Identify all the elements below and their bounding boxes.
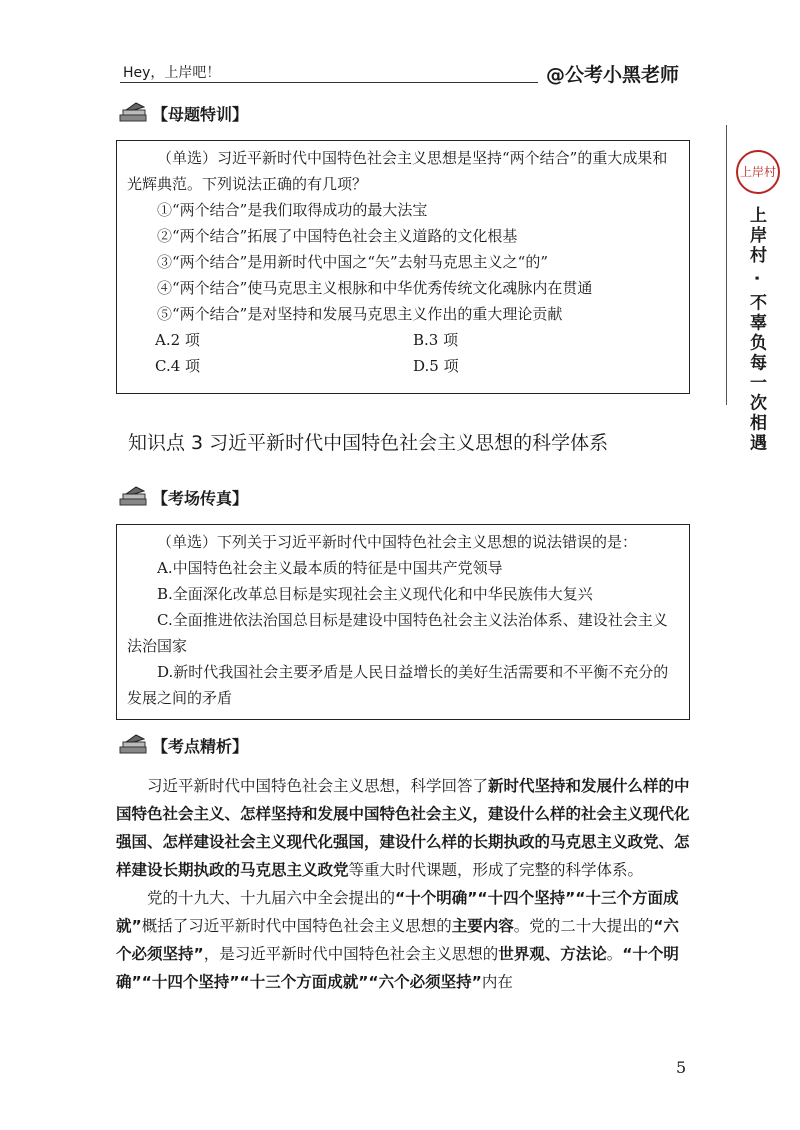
bold-run: “十个明确”“十四个坚持”“十三个方面成就” <box>116 889 679 935</box>
bold-run: 主要内容 <box>451 917 514 935</box>
question-box-2 <box>116 524 690 720</box>
text-run: 。党的二十大提出的 <box>513 917 654 935</box>
side-slogan: 上岸村 · 不辜负每一次相遇 <box>746 206 766 454</box>
seal-stamp: 上岸村 <box>736 150 780 194</box>
book-stack-icon <box>118 101 150 125</box>
book-stack-icon <box>118 485 150 509</box>
list-item: ②“两个结合”拓展了中国特色社会主义道路的文化根基 <box>157 227 518 245</box>
section-label: 【考点精析】 <box>152 736 249 756</box>
header-left-text: Hey，上岸吧！ <box>123 65 221 81</box>
analysis-paragraph-2 <box>116 884 690 996</box>
option-d: D.5 项 <box>413 357 459 375</box>
analysis-body <box>116 772 690 996</box>
text-run: ，是习近平新时代中国特色社会主义思想的 <box>203 945 499 963</box>
options-row <box>127 353 679 379</box>
list-item: ③“两个结合”是用新时代中国之“矢”去射马克思主义之“的” <box>157 253 549 271</box>
list-item: ⑤“两个结合”是对坚持和发展马克思主义作出的重大理论贡献 <box>157 305 563 323</box>
list-item: ①“两个结合”是我们取得成功的最大法宝 <box>157 201 428 219</box>
knowledge-point-title: 知识点 3 习近平新时代中国特色社会主义思想的科学体系 <box>128 432 609 454</box>
section-label: 【考场传真】 <box>152 488 249 508</box>
text-run: 。 <box>606 945 623 963</box>
question-box-1 <box>116 140 690 394</box>
section-label: 【母题特训】 <box>152 104 249 124</box>
header-author: @公考小黑老师 <box>546 64 680 86</box>
book-stack-icon <box>118 733 150 757</box>
option-d: D.新时代我国社会主要矛盾是人民日益增长的美好生活需要和不平衡不充分的发展之间的矛盾 <box>127 663 669 707</box>
option-a: A.2 项 <box>155 331 200 349</box>
bold-run: “六个必须坚持” <box>116 917 679 963</box>
list-item: ④“两个结合”使马克思主义根脉和中华优秀传统文化魂脉内在贯通 <box>157 279 593 297</box>
bold-run: “十个明确”“十四个坚持”“十三个方面成就”“六个必须坚持” <box>116 945 679 991</box>
text-run: 党的十九大、十九届六中全会提出的 <box>147 889 396 907</box>
text-run: 概括了习近平新时代中国特色社会主义思想的 <box>141 917 452 935</box>
option-c: C.4 项 <box>155 357 201 375</box>
section-heading-exam-fax <box>118 484 248 510</box>
bold-run: 新时代坚持和发展什么样的中国特色社会主义、怎样坚持和发展中国特色社会主义，建设什么样的社会主义现代化强国、怎样建设社会主义现代化强国，建设什么样的长期执政的马克思主义政党、怎样建设长期执政的马克思主义政党 <box>116 777 690 879</box>
analysis-paragraph-1 <box>116 772 690 884</box>
option-b: B.3 项 <box>413 331 459 349</box>
text-run: 等重大时代课题，形成了完整的科学体系。 <box>348 861 644 879</box>
section-heading-analysis <box>118 732 248 758</box>
question-text: （单选）习近平新时代中国特色社会主义思想是坚持“两个结合”的重大成果和光辉典范。下列说法正确的有几项？ <box>127 149 668 193</box>
side-divider <box>726 125 727 405</box>
option-a: A.中国特色社会主义最本质的特征是中国共产党领导 <box>157 559 503 577</box>
text-run: 习近平新时代中国特色社会主义思想，科学回答了 <box>147 777 489 795</box>
question-text: （单选）下列关于习近平新时代中国特色社会主义思想的说法错误的是： <box>157 533 638 551</box>
bold-run: 世界观、方法论 <box>498 945 607 963</box>
option-b: B.全面深化改革总目标是实现社会主义现代化和中华民族伟大复兴 <box>157 585 593 603</box>
page-number: 5 <box>676 1058 687 1077</box>
text-run: 内在 <box>481 973 513 991</box>
section-heading-mother-questions <box>118 100 248 126</box>
header-divider <box>120 82 538 83</box>
options-row <box>127 327 679 353</box>
option-c: C.全面推进依法治国总目标是建设中国特色社会主义法治体系、建设社会主义法治国家 <box>127 611 668 655</box>
